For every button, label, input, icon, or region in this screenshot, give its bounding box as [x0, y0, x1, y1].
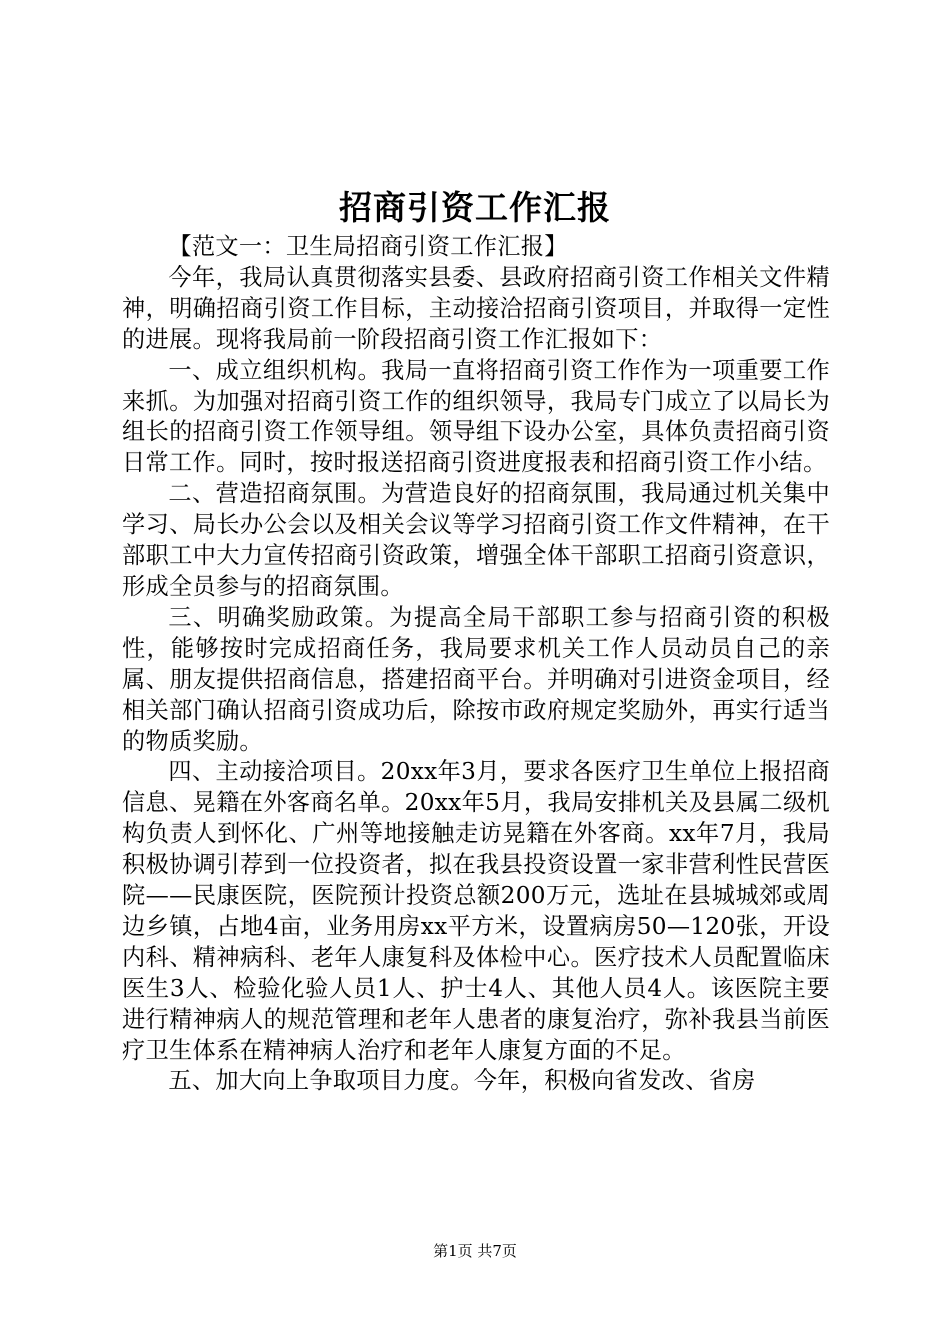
paragraph-section-5: 五、加大向上争取项目力度。今年，积极向省发改、省房	[168, 1067, 756, 1095]
document-body	[122, 232, 830, 1097]
paragraph-section-1: 一、成立组织机构。我局一直将招商引资工作作为一项重要工作来抓。为加强对招商引资工作的组织领导，我局专门成立了以局长为组长的招商引资工作领导组。领导组下设办公室，具体负责招商引资日常工作。同时，按时报送招商引资进度报表和招商引资工作小结。	[122, 356, 830, 477]
page-footer: 第1页 共7页	[433, 1242, 517, 1260]
paragraph-heading: 【范文一：卫生局招商引资工作汇报】	[168, 233, 568, 260]
paragraph-intro: 今年，我局认真贯彻落实县委、县政府招商引资工作相关文件精神，明确招商引资工作目标，主动接洽招商引资项目，并取得一定性的进展。现将我局前一阶段招商引资工作汇报如下：	[122, 263, 830, 353]
paragraph-section-3: 三、明确奖励政策。为提高全局干部职工参与招商引资的积极性，能够按时完成招商任务，我局要求机关工作人员动员自己的亲属、朋友提供招商信息，搭建招商平台。并明确对引进资金项目，经相关部门确认招商引资成功后，除按市政府规定奖励外，再实行适当的物质奖励。	[122, 603, 830, 755]
paragraph-section-2: 二、营造招商氛围。为营造良好的招商氛围，我局通过机关集中学习、局长办公会以及相关会议等学习招商引资工作文件精神，在干部职工中大力宣传招商引资政策，增强全体干部职工招商引资意识，形成全员参与的招商氛围。	[122, 480, 830, 600]
paragraph-section-4: 四、主动接洽项目。20xx年3月，要求各医疗卫生单位上报招商信息、晃籍在外客商名单。20xx年5月，我局安排机关及县属二级机构负责人到怀化、广州等地接触走访晃籍在外客商。xx年7月，我局积极协调引荐到一位投资者，拟在我县投资设置一家非营利性民营医院——民康医院，医院预计投资总额200万元，选址在县城城郊或周边乡镇，占地4亩，业务用房xx平方米，设置病房50—120张，开设内科、精神病科、老年人康复科及体检中心。医疗技术人员配置临床医生3人、检验化验人员1人、护士4人、其他人员4人。该医院主要进行精神病人的规范管理和老年人患者的康复治疗，弥补我县当前医疗卫生体系在精神病人治疗和老年人康复方面的不足。	[122, 758, 830, 1064]
document-title: 招商引资工作汇报	[339, 188, 611, 227]
